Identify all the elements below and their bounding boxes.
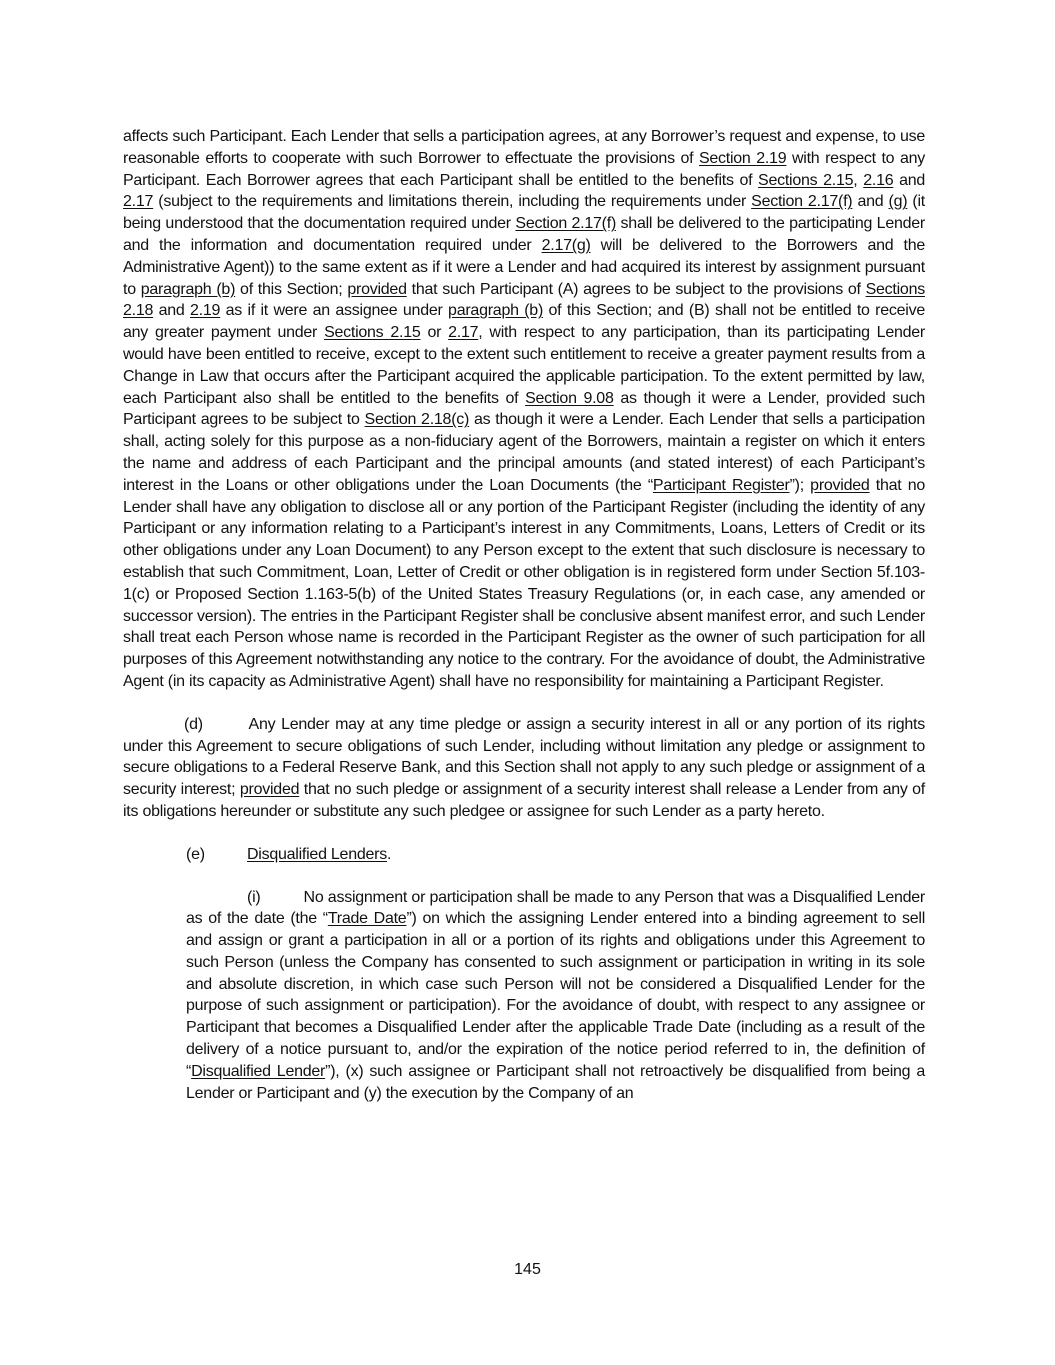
underlined-reference: 2.16 bbox=[863, 171, 894, 189]
text-run: ”); bbox=[789, 476, 811, 494]
text-run: will be delivered to the Borrowers and the Administrative Agent)) to the same extent as if it were a Lender and had acquired its interest by assignment pursuant to bbox=[123, 236, 926, 298]
underlined-reference: paragraph (b) bbox=[448, 302, 544, 320]
text-run: (it being understood that the documentation required under bbox=[123, 193, 926, 233]
paragraph-c-continuation bbox=[123, 126, 925, 693]
text-run: affects such Participant. Each Lender that sells a participation agrees, at any Borrower’s request and expense, to use reasonable efforts to cooperate with such Borrower to effectuate the provisions of bbox=[123, 128, 925, 167]
text-run: ”), (x) such assignee or Participant shall not retroactively be disqualified from being a Lender or Participant and (y) the execution by the Company of an bbox=[186, 1062, 925, 1102]
paragraph-d bbox=[123, 714, 925, 823]
paragraph-e-heading bbox=[186, 844, 925, 866]
text-run: that such Participant (A) agrees to be subject to the provisions of bbox=[406, 280, 866, 298]
text-run: , with respect to any participation, than its participating Lender would have been entitled to receive, except to the extent such entitlement to receive a greater payment results from a Change in Law that occurs after the Participant acquired the applicable participation. To the extent permitted by law, each Participant also shall be entitled to the benefits of bbox=[123, 324, 925, 407]
text-run: and bbox=[852, 193, 889, 211]
paragraph-e-i bbox=[186, 887, 925, 1105]
underlined-reference: Section 2.17(f) bbox=[751, 193, 853, 211]
underlined-reference: Section 2.17(f) bbox=[515, 215, 617, 233]
text-run: or bbox=[420, 324, 449, 342]
underlined-reference: provided bbox=[810, 476, 870, 494]
underlined-reference: 2.17 bbox=[123, 193, 154, 211]
text-run: of this Section; and (B) shall not be entitled to receive any greater payment under bbox=[123, 302, 926, 342]
underlined-reference: Disqualified Lender bbox=[191, 1062, 326, 1080]
underlined-reference: Participant Register bbox=[652, 476, 790, 494]
text-run: that no such pledge or assignment of a security interest shall release a Lender from any of its obligations hereunder or substitute any such pledgee or assignee for such Lender as a party hereto. bbox=[123, 781, 925, 820]
underlined-reference: 2.17(g) bbox=[541, 236, 591, 254]
page-number: 145 bbox=[514, 1261, 541, 1278]
text-run: as though it were a Lender. Each Lender that sells a participation shall, acting solely for this purpose as a non-fiduciary agent of the Borrowers, maintain a register on which it enters the name and address of each Participant and the principal amounts (and stated interest) of each Participant’s interest in the Loans or other obligations under the Loan Documents (the “ bbox=[123, 411, 926, 494]
underlined-reference: 2.19 bbox=[190, 302, 221, 320]
text-run: as if it were an assignee under bbox=[220, 302, 449, 320]
underlined-reference: Section 9.08 bbox=[525, 389, 614, 407]
text-run: and bbox=[153, 302, 191, 320]
text-run: , bbox=[853, 171, 864, 189]
text-run: and bbox=[893, 171, 926, 189]
underlined-reference: Sections 2.15 bbox=[758, 171, 854, 189]
underlined-reference: provided bbox=[239, 781, 300, 799]
underlined-reference: Sections 2.18 bbox=[123, 280, 925, 320]
text-run: that no Lender shall have any obligation to disclose all or any portion of the Participant Register (including the identity of any Participant or any information relating to a Participant’s interest in any Commitments, Loans, Letters of Credit or its other obligations under any Loan Document) to any Person except to the extent that such disclosure is necessary to establish that such Commitment, Loan, Letter of Credit or other obligation is in registered form under Section 5f.103-1(c) or Proposed Section 1.163-5(b) of the United States Treasury Regulations (or, in each case, any amended or successor version). The entries in the Participant Register shall be conclusive absent manifest error, and such Lender shall treat each Person whose name is recorded in the Participant Register as the owner of such participation for all purposes of this Agreement notwithstanding any notice to the contrary. For the avoidance of doubt, the Administrative Agent (in its capacity as Administrative Agent) shall have no responsibility for maintaining a Participant Register. bbox=[123, 476, 926, 690]
text-run: (d) Any Lender may at any time pledge or assign a security interest in all or any portion of its rights under this Agreement to secure obligations of such Lender, including without limitation any pledge or assignment to secure obligations to a Federal Reserve Bank, and this Section shall not apply to any such pledge or assignment of a security interest; bbox=[123, 715, 925, 799]
underlined-reference: provided bbox=[347, 280, 407, 298]
text-run: (subject to the requirements and limitations therein, including the requirements under bbox=[153, 193, 752, 211]
text-run: with respect to any Participant. Each Borrower agrees that each Participant shall be entitled to the benefits of bbox=[123, 149, 926, 189]
text-run: (i) No assignment or participation shall be made to any Person that was a Disqualified Lender as of the date (the “ bbox=[186, 888, 925, 928]
text-run: shall be delivered to the participating Lender and the information and documentation required under bbox=[123, 215, 926, 254]
underlined-reference: 2.17 bbox=[448, 324, 479, 342]
paragraph-e-marker: (e) bbox=[186, 845, 205, 863]
text-run: ”) on which the assigning Lender entered into a binding agreement to sell and assign or grant a participation in all or a portion of its rights and obligations under this Agreement to such Person (unless the Company has consented to such assignment or participation in writing in its sole and absolute discretion, in which case such Person will not be considered a Disqualified Lender for the purpose of such assignment or participation). For the avoidance of doubt, with respect to any assignee or Participant that becomes a Disqualified Lender after the applicable Trade Date (including as a result of the delivery of a notice pursuant to, and/or the expiration of the notice period referred to in, the definition of “ bbox=[186, 910, 926, 1080]
document-page bbox=[123, 126, 925, 1104]
underlined-reference: paragraph (b) bbox=[140, 280, 236, 298]
underlined-reference: (g) bbox=[888, 193, 908, 211]
text-run: of this Section; bbox=[235, 280, 348, 298]
underlined-reference: Section 2.19 bbox=[698, 149, 787, 167]
underlined-reference: Sections 2.15 bbox=[324, 324, 421, 342]
paragraph-e-suffix: . bbox=[386, 845, 392, 863]
paragraph-e-title: Disqualified Lenders bbox=[247, 845, 387, 863]
text-run: as though it were a Lender, provided such Participant agrees to be subject to bbox=[123, 389, 926, 429]
underlined-reference: Trade Date bbox=[327, 910, 407, 928]
underlined-reference: Section 2.18(c) bbox=[364, 411, 470, 429]
